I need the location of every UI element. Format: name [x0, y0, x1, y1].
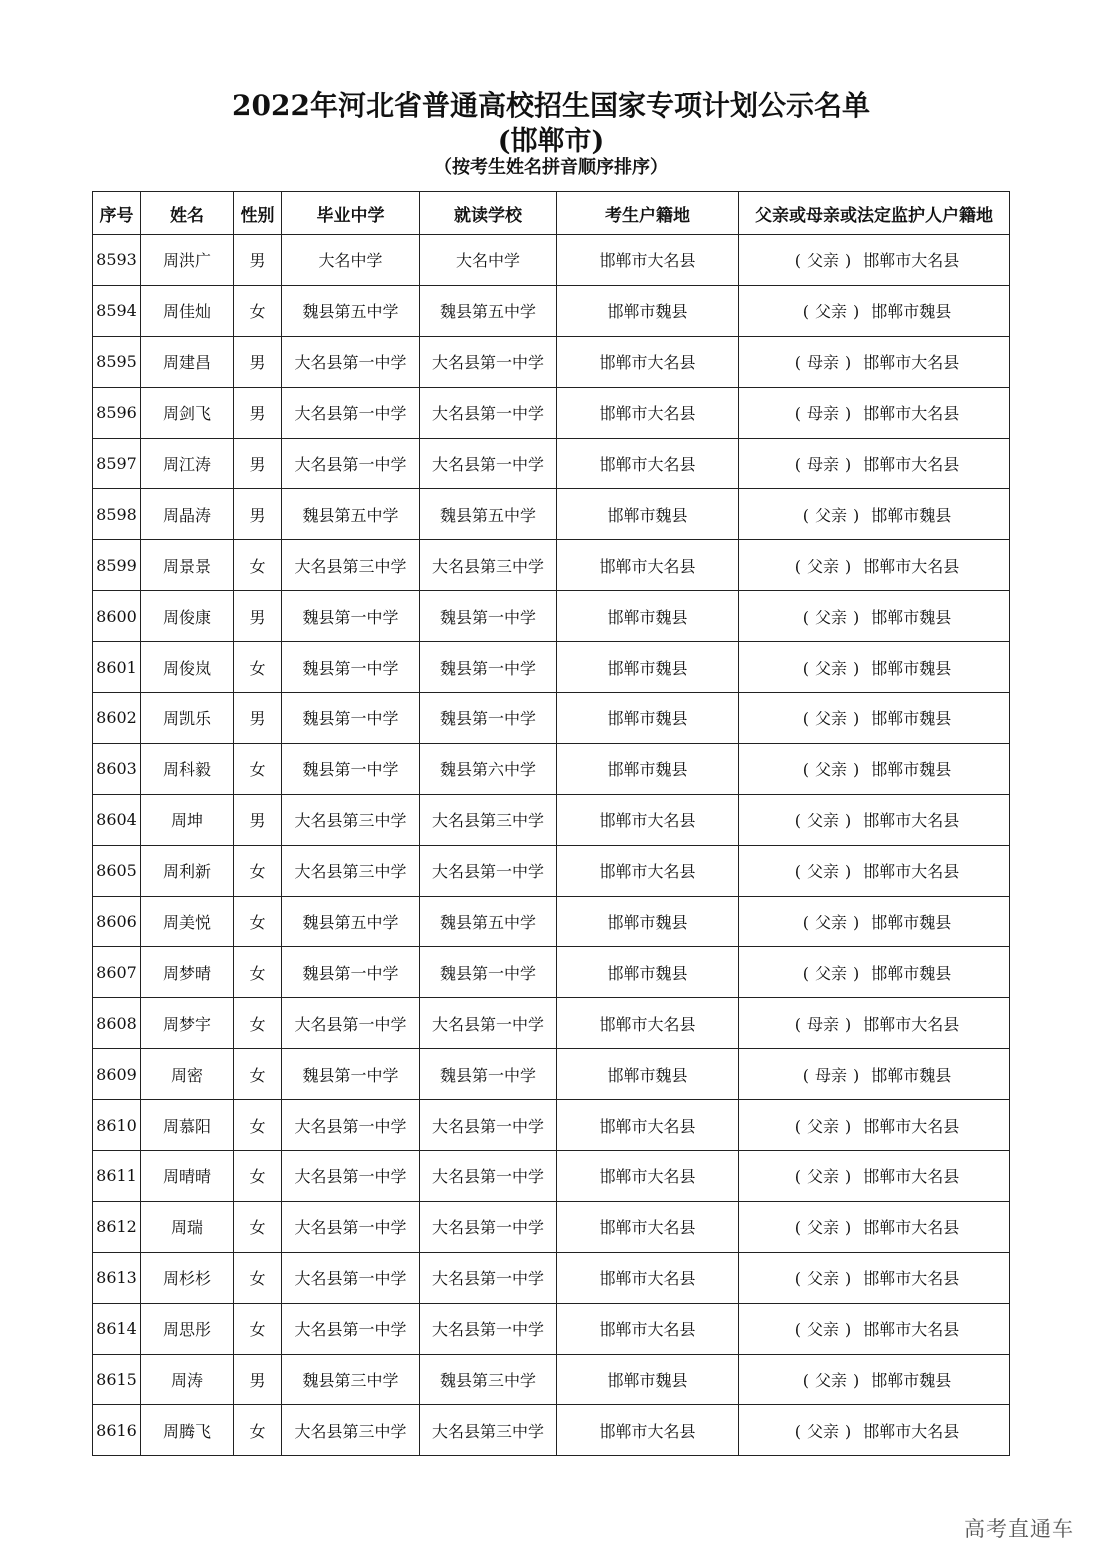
cell-gender: 女 — [234, 743, 282, 794]
cell-guardian-hukou: ( 父亲 ) 邯郸市大名县 — [739, 794, 1010, 845]
guardian-relation: 父亲 — [814, 505, 847, 525]
cell-current-school: 魏县第三中学 — [420, 1354, 557, 1405]
cell-guardian-hukou: ( 父亲 ) 邯郸市大名县 — [739, 1100, 1010, 1151]
cell-grad-school: 魏县第五中学 — [282, 489, 420, 540]
table-row — [93, 1354, 1010, 1405]
cell-current-school: 大名县第三中学 — [420, 794, 557, 845]
cell-name: 周俊岚 — [141, 642, 234, 693]
cell-grad-school: 大名县第三中学 — [282, 1405, 420, 1456]
cell-current-school: 魏县第一中学 — [420, 591, 557, 642]
table-row — [93, 1151, 1010, 1202]
cell-hukou: 邯郸市大名县 — [557, 387, 739, 438]
cell-no: 8611 — [93, 1151, 141, 1202]
guardian-place: 邯郸市大名县 — [863, 404, 960, 424]
guardian-relation: 父亲 — [814, 963, 847, 983]
cell-no: 8614 — [93, 1303, 141, 1354]
cell-guardian-hukou: ( 父亲 ) 邯郸市魏县 — [739, 693, 1010, 744]
cell-grad-school: 魏县第一中学 — [282, 642, 420, 693]
cell-name: 周晶涛 — [141, 489, 234, 540]
document-title: 2022年河北省普通高校招生国家专项计划公示名单 — [232, 89, 870, 122]
guardian-relation: 父亲 — [806, 556, 839, 576]
cell-hukou: 邯郸市魏县 — [557, 693, 739, 744]
cell-current-school: 大名县第一中学 — [420, 998, 557, 1049]
guardian-place: 邯郸市大名县 — [863, 353, 960, 373]
cell-gender: 女 — [234, 1151, 282, 1202]
cell-grad-school: 大名县第一中学 — [282, 1252, 420, 1303]
cell-no: 8593 — [93, 235, 141, 286]
cell-grad-school: 魏县第三中学 — [282, 1354, 420, 1405]
guardian-place: 邯郸市大名县 — [863, 1167, 960, 1187]
guardian-place: 邯郸市魏县 — [871, 1065, 952, 1085]
cell-current-school: 大名县第一中学 — [420, 1151, 557, 1202]
cell-current-school: 大名县第一中学 — [420, 387, 557, 438]
guardian-relation: 父亲 — [806, 251, 839, 271]
cell-gender: 女 — [234, 947, 282, 998]
cell-current-school: 大名县第一中学 — [420, 1303, 557, 1354]
cell-no: 8613 — [93, 1252, 141, 1303]
cell-hukou: 邯郸市大名县 — [557, 1100, 739, 1151]
cell-gender: 女 — [234, 998, 282, 1049]
cell-no: 8596 — [93, 387, 141, 438]
cell-gender: 男 — [234, 591, 282, 642]
cell-name: 周江涛 — [141, 438, 234, 489]
cell-name: 周腾飞 — [141, 1405, 234, 1456]
cell-guardian-hukou: ( 母亲 ) 邯郸市魏县 — [739, 1049, 1010, 1100]
table-row — [93, 1049, 1010, 1100]
cell-hukou: 邯郸市大名县 — [557, 1303, 739, 1354]
cell-hukou: 邯郸市魏县 — [557, 285, 739, 336]
cell-guardian-hukou: ( 母亲 ) 邯郸市大名县 — [739, 336, 1010, 387]
cell-hukou: 邯郸市大名县 — [557, 1151, 739, 1202]
cell-grad-school: 魏县第五中学 — [282, 285, 420, 336]
document-city: (邯郸市) — [497, 126, 605, 157]
roster-body — [93, 235, 1010, 1456]
guardian-place: 邯郸市魏县 — [871, 658, 952, 678]
cell-guardian-hukou: ( 父亲 ) 邯郸市魏县 — [739, 642, 1010, 693]
cell-grad-school: 大名中学 — [282, 235, 420, 286]
cell-guardian-hukou: ( 父亲 ) 邯郸市大名县 — [739, 1303, 1010, 1354]
cell-gender: 男 — [234, 336, 282, 387]
guardian-place: 邯郸市魏县 — [871, 505, 952, 525]
cell-current-school: 魏县第一中学 — [420, 693, 557, 744]
guardian-place: 邯郸市大名县 — [863, 1218, 960, 1238]
cell-no: 8600 — [93, 591, 141, 642]
cell-current-school: 魏县第一中学 — [420, 642, 557, 693]
cell-guardian-hukou: ( 父亲 ) 邯郸市大名县 — [739, 540, 1010, 591]
cell-grad-school: 魏县第一中学 — [282, 693, 420, 744]
cell-grad-school: 魏县第五中学 — [282, 896, 420, 947]
guardian-relation: 父亲 — [814, 658, 847, 678]
guardian-relation: 父亲 — [806, 862, 839, 882]
table-row — [93, 998, 1010, 1049]
table-row — [93, 642, 1010, 693]
cell-hukou: 邯郸市大名县 — [557, 1201, 739, 1252]
guardian-place: 邯郸市大名县 — [863, 556, 960, 576]
cell-name: 周梦宇 — [141, 998, 234, 1049]
table-row — [93, 743, 1010, 794]
cell-name: 周剑飞 — [141, 387, 234, 438]
cell-name: 周杉杉 — [141, 1252, 234, 1303]
cell-guardian-hukou: ( 父亲 ) 邯郸市大名县 — [739, 1252, 1010, 1303]
cell-no: 8609 — [93, 1049, 141, 1100]
cell-no: 8612 — [93, 1201, 141, 1252]
cell-no: 8604 — [93, 794, 141, 845]
cell-name: 周佳灿 — [141, 285, 234, 336]
cell-hukou: 邯郸市大名县 — [557, 794, 739, 845]
guardian-place: 邯郸市魏县 — [871, 913, 952, 933]
cell-current-school: 魏县第六中学 — [420, 743, 557, 794]
guardian-relation: 母亲 — [806, 1014, 839, 1034]
guardian-relation: 父亲 — [814, 913, 847, 933]
cell-grad-school: 魏县第一中学 — [282, 743, 420, 794]
guardian-place: 邯郸市大名县 — [863, 251, 960, 271]
cell-hukou: 邯郸市大名县 — [557, 438, 739, 489]
table-header-row — [93, 192, 1010, 235]
guardian-place: 邯郸市大名县 — [863, 1014, 960, 1034]
table-row — [93, 285, 1010, 336]
cell-guardian-hukou: ( 父亲 ) 邯郸市大名县 — [739, 1405, 1010, 1456]
cell-hukou: 邯郸市魏县 — [557, 1354, 739, 1405]
cell-hukou: 邯郸市大名县 — [557, 540, 739, 591]
cell-name: 周晴晴 — [141, 1151, 234, 1202]
cell-no: 8601 — [93, 642, 141, 693]
cell-no: 8610 — [93, 1100, 141, 1151]
cell-grad-school: 魏县第一中学 — [282, 1049, 420, 1100]
cell-name: 周景景 — [141, 540, 234, 591]
cell-guardian-hukou: ( 父亲 ) 邯郸市大名县 — [739, 1201, 1010, 1252]
cell-name: 周思彤 — [141, 1303, 234, 1354]
column-header-hukou: 考生户籍地 — [557, 192, 739, 235]
cell-gender: 女 — [234, 1252, 282, 1303]
cell-grad-school: 大名县第一中学 — [282, 1100, 420, 1151]
table-row — [93, 438, 1010, 489]
cell-current-school: 魏县第五中学 — [420, 489, 557, 540]
cell-name: 周利新 — [141, 845, 234, 896]
guardian-place: 邯郸市魏县 — [871, 709, 952, 729]
cell-no: 8606 — [93, 896, 141, 947]
guardian-place: 邯郸市魏县 — [871, 607, 952, 627]
cell-name: 周慕阳 — [141, 1100, 234, 1151]
cell-guardian-hukou: ( 父亲 ) 邯郸市魏县 — [739, 947, 1010, 998]
cell-name: 周梦晴 — [141, 947, 234, 998]
table-row — [93, 845, 1010, 896]
cell-gender: 女 — [234, 1049, 282, 1100]
column-header-guardian-hukou: 父亲或母亲或法定监护人户籍地 — [739, 192, 1010, 235]
column-header-gender: 性别 — [234, 192, 282, 235]
guardian-relation: 父亲 — [806, 1320, 839, 1340]
table-row — [93, 235, 1010, 286]
cell-gender: 女 — [234, 1303, 282, 1354]
guardian-place: 邯郸市大名县 — [863, 811, 960, 831]
guardian-place: 邯郸市大名县 — [863, 1269, 960, 1289]
cell-no: 8616 — [93, 1405, 141, 1456]
cell-gender: 男 — [234, 489, 282, 540]
roster-table — [92, 191, 1010, 1456]
cell-no: 8597 — [93, 438, 141, 489]
guardian-place: 邯郸市魏县 — [871, 302, 952, 322]
table-row — [93, 540, 1010, 591]
cell-name: 周俊康 — [141, 591, 234, 642]
cell-name: 周建昌 — [141, 336, 234, 387]
guardian-relation: 母亲 — [806, 353, 839, 373]
cell-no: 8608 — [93, 998, 141, 1049]
cell-current-school: 魏县第一中学 — [420, 1049, 557, 1100]
cell-gender: 男 — [234, 794, 282, 845]
cell-gender: 女 — [234, 1100, 282, 1151]
guardian-place: 邯郸市大名县 — [863, 1421, 960, 1441]
cell-grad-school: 大名县第三中学 — [282, 794, 420, 845]
cell-current-school: 大名县第一中学 — [420, 438, 557, 489]
cell-current-school: 大名县第一中学 — [420, 1201, 557, 1252]
cell-name: 周密 — [141, 1049, 234, 1100]
cell-hukou: 邯郸市魏县 — [557, 743, 739, 794]
cell-grad-school: 大名县第三中学 — [282, 845, 420, 896]
cell-current-school: 魏县第五中学 — [420, 285, 557, 336]
guardian-place: 邯郸市大名县 — [863, 1116, 960, 1136]
cell-current-school: 大名县第三中学 — [420, 1405, 557, 1456]
table-row — [93, 336, 1010, 387]
cell-hukou: 邯郸市大名县 — [557, 998, 739, 1049]
table-row — [93, 489, 1010, 540]
cell-gender: 女 — [234, 540, 282, 591]
table-row — [93, 693, 1010, 744]
cell-gender: 男 — [234, 1354, 282, 1405]
cell-current-school: 大名县第一中学 — [420, 1252, 557, 1303]
cell-no: 8594 — [93, 285, 141, 336]
cell-no: 8603 — [93, 743, 141, 794]
cell-no: 8602 — [93, 693, 141, 744]
cell-hukou: 邯郸市大名县 — [557, 336, 739, 387]
table-row — [93, 387, 1010, 438]
cell-no: 8605 — [93, 845, 141, 896]
cell-no: 8595 — [93, 336, 141, 387]
guardian-relation: 父亲 — [806, 811, 839, 831]
cell-grad-school: 大名县第一中学 — [282, 1151, 420, 1202]
guardian-relation: 父亲 — [814, 709, 847, 729]
column-header-grad-school: 毕业中学 — [282, 192, 420, 235]
cell-hukou: 邯郸市魏县 — [557, 642, 739, 693]
cell-grad-school: 大名县第一中学 — [282, 1303, 420, 1354]
cell-guardian-hukou: ( 父亲 ) 邯郸市魏县 — [739, 489, 1010, 540]
cell-name: 周美悦 — [141, 896, 234, 947]
table-row — [93, 1201, 1010, 1252]
guardian-relation: 母亲 — [806, 404, 839, 424]
cell-current-school: 魏县第一中学 — [420, 947, 557, 998]
table-row — [93, 1100, 1010, 1151]
cell-current-school: 大名县第一中学 — [420, 1100, 557, 1151]
cell-hukou: 邯郸市魏县 — [557, 489, 739, 540]
cell-hukou: 邯郸市大名县 — [557, 1405, 739, 1456]
guardian-relation: 父亲 — [814, 302, 847, 322]
guardian-place: 邯郸市魏县 — [871, 963, 952, 983]
guardian-place: 邯郸市魏县 — [871, 1371, 952, 1391]
guardian-relation: 父亲 — [814, 760, 847, 780]
cell-no: 8598 — [93, 489, 141, 540]
guardian-relation: 父亲 — [806, 1218, 839, 1238]
cell-gender: 男 — [234, 387, 282, 438]
table-row — [93, 794, 1010, 845]
cell-current-school: 大名县第三中学 — [420, 540, 557, 591]
guardian-relation: 父亲 — [806, 1167, 839, 1187]
table-row — [93, 1252, 1010, 1303]
cell-grad-school: 大名县第三中学 — [282, 540, 420, 591]
cell-gender: 女 — [234, 642, 282, 693]
cell-guardian-hukou: ( 父亲 ) 邯郸市魏县 — [739, 743, 1010, 794]
table-row — [93, 1405, 1010, 1456]
cell-guardian-hukou: ( 父亲 ) 邯郸市魏县 — [739, 591, 1010, 642]
cell-current-school: 大名县第一中学 — [420, 336, 557, 387]
guardian-place: 邯郸市大名县 — [863, 1320, 960, 1340]
cell-no: 8615 — [93, 1354, 141, 1405]
cell-grad-school: 大名县第一中学 — [282, 387, 420, 438]
cell-hukou: 邯郸市大名县 — [557, 235, 739, 286]
column-header-current-school: 就读学校 — [420, 192, 557, 235]
cell-grad-school: 大名县第一中学 — [282, 336, 420, 387]
cell-guardian-hukou: ( 父亲 ) 邯郸市魏县 — [739, 1354, 1010, 1405]
guardian-relation: 父亲 — [806, 1421, 839, 1441]
cell-current-school: 魏县第五中学 — [420, 896, 557, 947]
guardian-relation: 父亲 — [806, 1269, 839, 1289]
cell-grad-school: 大名县第一中学 — [282, 1201, 420, 1252]
table-row — [93, 896, 1010, 947]
guardian-relation: 父亲 — [806, 1116, 839, 1136]
cell-hukou: 邯郸市魏县 — [557, 591, 739, 642]
guardian-relation: 母亲 — [806, 455, 839, 474]
cell-name: 周科毅 — [141, 743, 234, 794]
cell-hukou: 邯郸市魏县 — [557, 947, 739, 998]
column-header-name: 姓名 — [141, 192, 234, 235]
cell-gender: 女 — [234, 845, 282, 896]
cell-gender: 女 — [234, 1405, 282, 1456]
cell-grad-school: 大名县第一中学 — [282, 998, 420, 1049]
cell-name: 周坤 — [141, 794, 234, 845]
cell-no: 8607 — [93, 947, 141, 998]
cell-guardian-hukou: ( 父亲 ) 邯郸市魏县 — [739, 285, 1010, 336]
cell-current-school: 大名中学 — [420, 235, 557, 286]
cell-guardian-hukou: ( 母亲 ) 邯郸市大名县 — [739, 438, 1010, 489]
table-row — [93, 591, 1010, 642]
cell-guardian-hukou: ( 父亲 ) 邯郸市大名县 — [739, 1151, 1010, 1202]
cell-gender: 男 — [234, 693, 282, 744]
cell-hukou: 邯郸市大名县 — [557, 845, 739, 896]
cell-gender: 男 — [234, 438, 282, 489]
cell-grad-school: 魏县第一中学 — [282, 947, 420, 998]
watermark-logo-text: 高考直通车 — [964, 1517, 1074, 1541]
cell-guardian-hukou: ( 父亲 ) 邯郸市大名县 — [739, 845, 1010, 896]
cell-hukou: 邯郸市魏县 — [557, 896, 739, 947]
cell-name: 周涛 — [141, 1354, 234, 1405]
cell-guardian-hukou: ( 母亲 ) 邯郸市大名县 — [739, 387, 1010, 438]
guardian-relation: 母亲 — [814, 1065, 847, 1085]
column-header-no: 序号 — [93, 192, 141, 235]
cell-guardian-hukou: ( 母亲 ) 邯郸市大名县 — [739, 998, 1010, 1049]
cell-gender: 男 — [234, 235, 282, 286]
cell-name: 周洪广 — [141, 235, 234, 286]
cell-hukou: 邯郸市魏县 — [557, 1049, 739, 1100]
cell-no: 8599 — [93, 540, 141, 591]
sort-note: （按考生姓名拼音顺序排序） — [434, 157, 668, 178]
cell-guardian-hukou: ( 父亲 ) 邯郸市魏县 — [739, 896, 1010, 947]
guardian-place: 邯郸市大名县 — [863, 455, 960, 474]
cell-guardian-hukou: ( 父亲 ) 邯郸市大名县 — [739, 235, 1010, 286]
cell-gender: 女 — [234, 285, 282, 336]
cell-hukou: 邯郸市大名县 — [557, 1252, 739, 1303]
guardian-relation: 父亲 — [814, 607, 847, 627]
guardian-place: 邯郸市魏县 — [871, 760, 952, 780]
cell-grad-school: 魏县第一中学 — [282, 591, 420, 642]
cell-gender: 女 — [234, 896, 282, 947]
cell-gender: 女 — [234, 1201, 282, 1252]
cell-current-school: 大名县第一中学 — [420, 845, 557, 896]
cell-grad-school: 大名县第一中学 — [282, 438, 420, 489]
table-row — [93, 947, 1010, 998]
table-row — [93, 1303, 1010, 1354]
cell-name: 周凯乐 — [141, 693, 234, 744]
guardian-place: 邯郸市大名县 — [863, 862, 960, 882]
cell-name: 周瑞 — [141, 1201, 234, 1252]
guardian-relation: 父亲 — [814, 1371, 847, 1391]
